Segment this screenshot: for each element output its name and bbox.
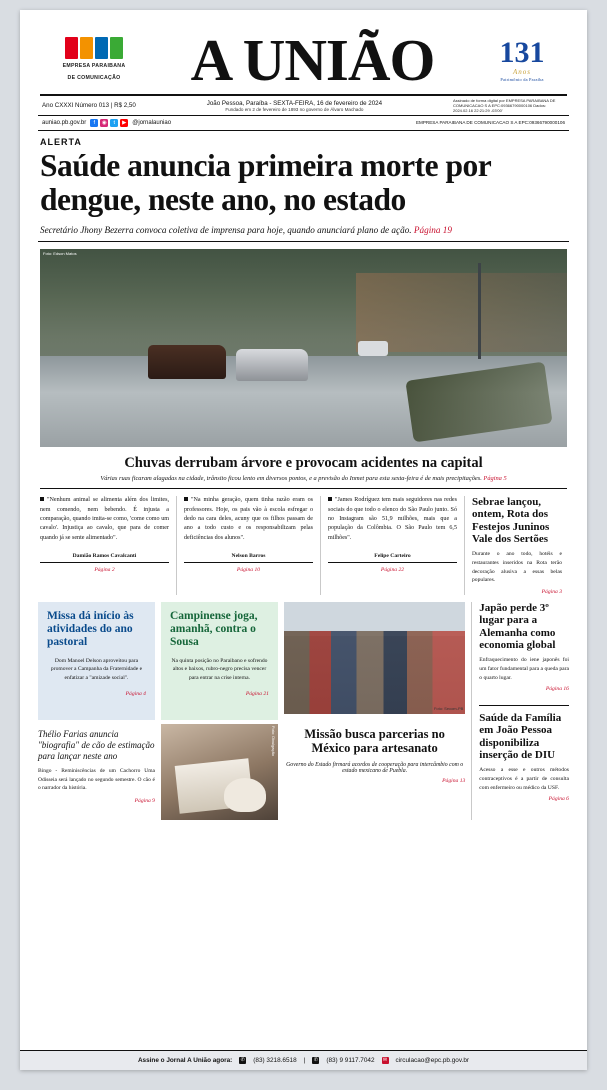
quote-text — [184, 496, 313, 543]
main-photo-block — [40, 249, 567, 489]
footer-bar — [20, 1050, 587, 1070]
quote-rule — [328, 562, 457, 563]
facebook-icon[interactable]: f — [90, 119, 98, 127]
quote-page-ref[interactable]: Página 22 — [380, 567, 405, 574]
quote-item — [38, 496, 177, 595]
quote-body: "Nenhum animal se alimenta além dos limites, nem comendo, nem bebendo. É injusta a comparação, quando imita-se como, 'come como um cavalo'. Injustiça ao cavalo, que para de comer quando já se sente alimentado". — [40, 497, 169, 541]
anniversary-sub: Patrimônio da Paraíba — [500, 77, 544, 83]
sidebar-item-japao[interactable] — [479, 602, 569, 699]
sidebar-divider — [479, 705, 569, 706]
column-sidebar — [471, 602, 569, 820]
info-bar — [38, 96, 569, 116]
mail-icon: ✉ — [382, 1057, 388, 1063]
sidebar-page-ref[interactable]: Página 16 — [545, 686, 569, 693]
sidebar-body: Acesso a esse e outros métodos contraceptivos é a partir de consulta com enfermeiro ou médico da USF. — [479, 767, 569, 791]
footer-email[interactable]: circulacao@epc.pb.gov.br — [395, 1057, 470, 1064]
story-bingo-title: Thélio Farias anuncia "biografia" de cão de estimação para lançar neste ano — [38, 728, 155, 761]
lead-page-ref[interactable]: Página 19 — [413, 225, 452, 236]
story-bingo-photo-credit: Foto: Divulgação — [270, 725, 276, 756]
epc-logo-line2: DE COMUNICAÇÃO — [67, 75, 121, 82]
box-missa[interactable] — [38, 602, 155, 720]
column-left — [38, 602, 155, 820]
lead-subhead — [38, 217, 569, 242]
box-title: Campinense joga, amanhã, contra o Sousa — [169, 609, 258, 648]
main-photo-page-ref[interactable]: Página 5 — [483, 475, 507, 483]
sidebar-page-ref[interactable]: Página 6 — [548, 796, 569, 803]
quote-page-ref[interactable]: Página 2 — [94, 567, 115, 574]
box-campinense[interactable] — [161, 602, 278, 720]
sidebar-title: Saúde da Família em João Pessoa disponibiliza inserção de DIU — [479, 712, 562, 762]
sidebar-body: Durante o ano todo, hotéis e restaurantes inseridos na Rota terão decoração alusiva a essas belas populares. — [472, 551, 562, 584]
website-url[interactable]: auniao.pb.gov.br — [42, 120, 87, 127]
phone-icon: ✆ — [240, 1057, 245, 1063]
photo-pole — [478, 263, 481, 359]
photo-people-group — [284, 631, 465, 714]
edition-info: Ano CXXXI Número 013 | R$ 2,50 — [42, 102, 136, 110]
column-mexico[interactable] — [284, 602, 465, 820]
photo-car-3 — [358, 341, 388, 356]
mexico-photo — [284, 602, 465, 714]
box-title: Missa dá início às atividades do ano pastoral — [47, 609, 134, 648]
story-bingo-page-ref[interactable]: Página 9 — [134, 798, 155, 805]
bullet-icon — [328, 497, 332, 501]
quote-rule — [40, 562, 169, 563]
epc-logo — [48, 37, 140, 83]
footer-label: Assine o Jornal A União agora: — [137, 1057, 233, 1064]
sidebar-title: Japão perde 3º lugar para a Alemanha como economia global — [479, 601, 556, 651]
story-bingo-body: Bingo - Reminiscências de um Cachorro Uma Odisseia será lançado no segundo semestre. O cão é o narrador da história. — [38, 768, 155, 791]
quote-body: "James Rodríguez tem mais seguidores nas redes sociais do que todo o elenco do São Paulo junto. Só no Instagram são 51,9 milhões, mais que a população da Colômbia. O São Paulo tem 6,5 milhões". — [328, 497, 457, 541]
column-mid-left — [161, 602, 278, 820]
main-photo-subcaption-text: Várias ruas ficaram alagadas na cidade, trânsito ficou lento em diversos pontos, e a previsão do Inmet para esta sexta-feira é de mais precipitações. — [100, 475, 482, 483]
twitter-icon[interactable]: t — [110, 119, 118, 127]
anniversary-badge — [485, 38, 559, 82]
photo-dog — [224, 778, 266, 812]
digital-signature-2: EMPRESA PARAIBANA DE COMUNICACAO S A EPC:09366790000106 — [415, 120, 565, 126]
quote-text — [328, 496, 457, 543]
box-page-ref[interactable]: Página 21 — [245, 690, 269, 697]
sidebar-body: Enfraquecimento do iene japonês foi um fator fundamental para a queda para o quarto lugar. — [479, 657, 569, 681]
quote-rule — [184, 562, 313, 563]
social-bar — [38, 116, 569, 131]
quote-body: "Na minha geração, quem tinha razão eram os professores. Hoje, os pais vão à escola esfregar o dedo na cara deles, acuny que os filhos passam de ano a todo custo e os responsabilizam pelas deficiências dos alunos". — [184, 497, 313, 541]
epc-logo-line1: EMPRESA PARAIBANA — [62, 63, 126, 70]
masthead — [38, 10, 569, 93]
lower-grid — [38, 595, 569, 820]
mexico-caption: Missão busca parcerias no México para artesanato — [304, 726, 445, 756]
founded-text: Fundado em 2 de fevereiro de 1893 no governo de Álvaro Machado — [225, 106, 364, 112]
photo-car-2 — [236, 349, 308, 381]
box-page-ref[interactable]: Página 4 — [125, 690, 146, 697]
social-links[interactable] — [42, 119, 171, 127]
lead-subhead-text: Secretário Jhony Bezerra convoca coletiva de imprensa para hoje, quando anunciará plano de ação. — [40, 225, 412, 236]
footer-phone-1[interactable]: (83) 3218.6518 — [253, 1057, 297, 1064]
quotes-row — [38, 489, 569, 595]
photo-buildings — [356, 273, 567, 352]
mexico-page-ref[interactable]: Página 13 — [442, 777, 466, 784]
quote-author: Damião Ramos Cavalcanti — [72, 553, 137, 560]
quote-author: Felipe Carteiro — [374, 553, 411, 560]
social-icon-group[interactable] — [90, 119, 128, 127]
anniversary-word: Anos — [513, 68, 531, 77]
page-title: A UNIÃO — [190, 27, 435, 93]
quote-item — [321, 496, 465, 595]
place-date — [207, 100, 382, 112]
main-photo — [40, 249, 567, 447]
bullet-icon — [40, 497, 44, 501]
story-bingo-photo — [161, 724, 278, 820]
anniversary-number: 131 — [499, 36, 545, 70]
main-photo-credit: Foto: Edson Matos — [43, 251, 77, 257]
quote-author: Nelson Barros — [231, 553, 266, 560]
quote-text — [40, 496, 169, 543]
sidebar-item-sebrae[interactable] — [465, 496, 569, 595]
box-body: Dom Manoel Delson aproveitou para promover a Campanha da Fraternidade e enfatizar a "amizade social". — [50, 657, 143, 681]
lead-headline: Saúde anuncia primeira morte por dengue, neste ano, no estado — [40, 148, 491, 218]
mexico-subcaption: Governo do Estado firmará acordos de cooperação para intercâmbio com o estado mexicano de Puebla. — [286, 761, 464, 774]
digital-signature: Assinado de forma digital por EMPRESA PARAIBANA DE COMUNICACAO S A EPC:09366790000106 Dados: 2024.02.16 22:21:29 -03'00' — [453, 98, 556, 114]
kicker: ALERTA — [40, 137, 82, 148]
story-bingo[interactable] — [38, 720, 155, 804]
place-date-text: João Pessoa, Paraíba - SEXTA-FEIRA, 16 de fevereiro de 2024 — [206, 99, 383, 107]
sidebar-page-ref[interactable]: Página 3 — [541, 588, 562, 595]
photo-car-1 — [148, 345, 226, 379]
mexico-photo-credit: Foto: Secom-PB — [433, 705, 464, 711]
epc-logo-mark — [65, 37, 123, 59]
main-photo-subcaption — [40, 475, 567, 489]
whatsapp-icon: ✆ — [313, 1057, 318, 1063]
bullet-icon — [184, 497, 188, 501]
box-body: Na quinta posição no Paraibano e sofrendo altos e baixos, rubro-negro precisa vencer para entrar na crise interna. — [171, 657, 268, 681]
youtube-icon[interactable]: ▶ — [122, 120, 127, 127]
sidebar-title: Sebrae lançou, ontem, Rota dos Festejos Juninos Vale dos Sertões — [472, 496, 550, 546]
main-photo-caption: Chuvas derrubam árvore e provocam acidentes na capital — [124, 455, 483, 472]
newspaper-front-page — [20, 10, 587, 1070]
quote-page-ref[interactable]: Página 10 — [236, 567, 261, 574]
social-handle[interactable]: @jornalauniao — [132, 120, 172, 127]
quote-item — [177, 496, 321, 595]
instagram-icon[interactable]: ◉ — [101, 120, 107, 127]
footer-phone-2[interactable]: (83) 9 9117.7042 — [326, 1057, 375, 1064]
footer-sep: | — [303, 1057, 306, 1064]
sidebar-item-saude-familia[interactable] — [479, 712, 569, 809]
